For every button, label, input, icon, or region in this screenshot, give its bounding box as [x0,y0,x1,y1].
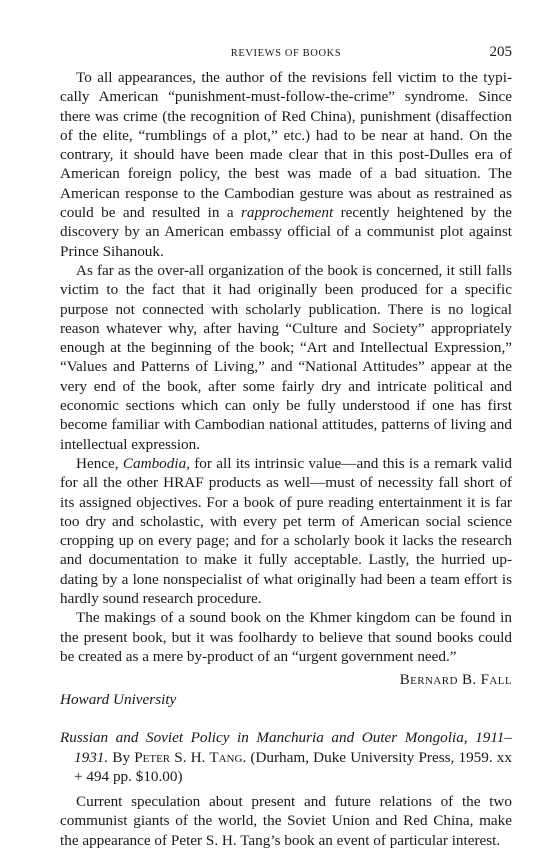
paragraph-text: Hence, [76,454,123,472]
review-paragraph-2: As far as the over-all organization of the book is concerned, it still falls victim to the fact that it had originally been produced for a specific purpose not connected with scholarly publication. There is no logical reason whatever why, after having “Culture and Society” appropriately enough at the beginning of the book; “Art and Intellectual Expression,” “Values and Patterns of Living,” and “National Attitudes” appear at the very end of the book, after some fairly dry and intricate political and economic sections which can only be fully understood if one has first become familiar with Cambodian national attitudes, patterns of living and intellectual expression. [60,261,512,453]
review-paragraph-1 [60,68,512,261]
citation-author: Peter S. H. Tang [134,748,243,766]
paragraph-text: for all its intrinsic value—and this is a remark valid for all the other HRAF products as well—must of necessity fall short of its assigned objectives. For a book of pure reading entertainment it is far too dry and scholastic, with every pet term of American social science cropping up on every page; and for a scholarly book it lacks the research and documentation to make it fully acceptable. Lastly, the hurried up-dating by a lone nonspecialist of what originally had been a team effort is hardly sound research procedure. [60,454,512,608]
review-paragraph-3 [60,454,512,608]
next-review-paragraph-1: Current speculation about present and future relations of the two communist giants of the world, the Soviet Union and Red China, make the appearance of Peter S. H. Tang’s book an event of particular interest. [60,793,512,849]
review-paragraph-4: The makings of a sound book on the Khmer kingdom can be found in the present book, but it was foolhardy to believe that sound books could be created as a mere by-product of an “urgent government need.” [60,609,512,665]
page-number: 205 [489,44,512,60]
reviewer-name-text: Bernard B. Fall [399,672,512,689]
running-title: REVIEWS OF BOOKS [230,48,342,59]
citation-by: By [108,748,135,766]
journal-page [60,44,512,850]
running-head [60,44,512,64]
paragraph-text: recently heightened by the discovery by an American embassy official of a communist plot against Prince Sihanouk. [60,204,513,260]
paragraph-text: To all appearances, the author of the revisions fell victim to the typically American “punishment-must-follow-the-crime” syndrome. Since there was crime (the recognition of Red China), punishment (disaffection of the elite, “rumblings of a plot,” etc.) had to be near at hand. On the contrary, it should have been made clear that in this post-Dulles era of American foreign policy, the best was made of a bad situation. The American response to the Cambodian gesture was about as restrained as could be and resulted in a [60,69,512,222]
citation-title: Russian and Soviet Policy in Manchuria and Outer Mongolia, 1911–1931. [60,729,512,766]
italic-book-title: Cambodia, [122,454,190,472]
citation-details: . (Durham, Duke University Press, 1959. xx + 494 pp. $10.00) [74,748,512,785]
italic-term: rapprochement [240,204,334,222]
reviewer-name [60,670,512,690]
reviewer-affiliation: Howard University [60,691,177,709]
book-citation [60,728,512,786]
